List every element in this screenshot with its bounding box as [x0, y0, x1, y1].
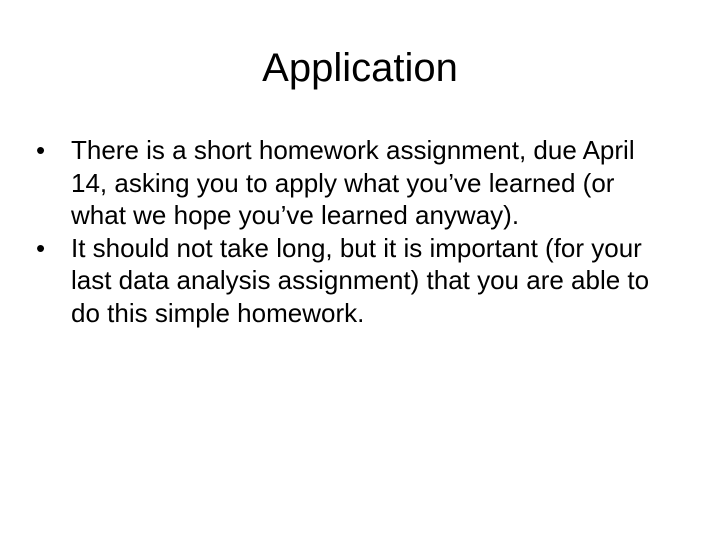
bullet-icon: • [36, 135, 46, 165]
slide-title: Application [262, 46, 458, 90]
bullet-icon: • [36, 232, 46, 263]
bullet-text: It should not take long, but it is important (for your last data analysis assignment) that you are able to do this simple homework. [71, 232, 650, 328]
bullet-item [36, 232, 676, 330]
bullet-item [36, 134, 676, 232]
bullet-list [36, 134, 676, 329]
bullet-text: There is a short homework assignment, due April 14, asking you to apply what you’ve learned (or what we hope you’ve learned anyway). [71, 135, 635, 230]
